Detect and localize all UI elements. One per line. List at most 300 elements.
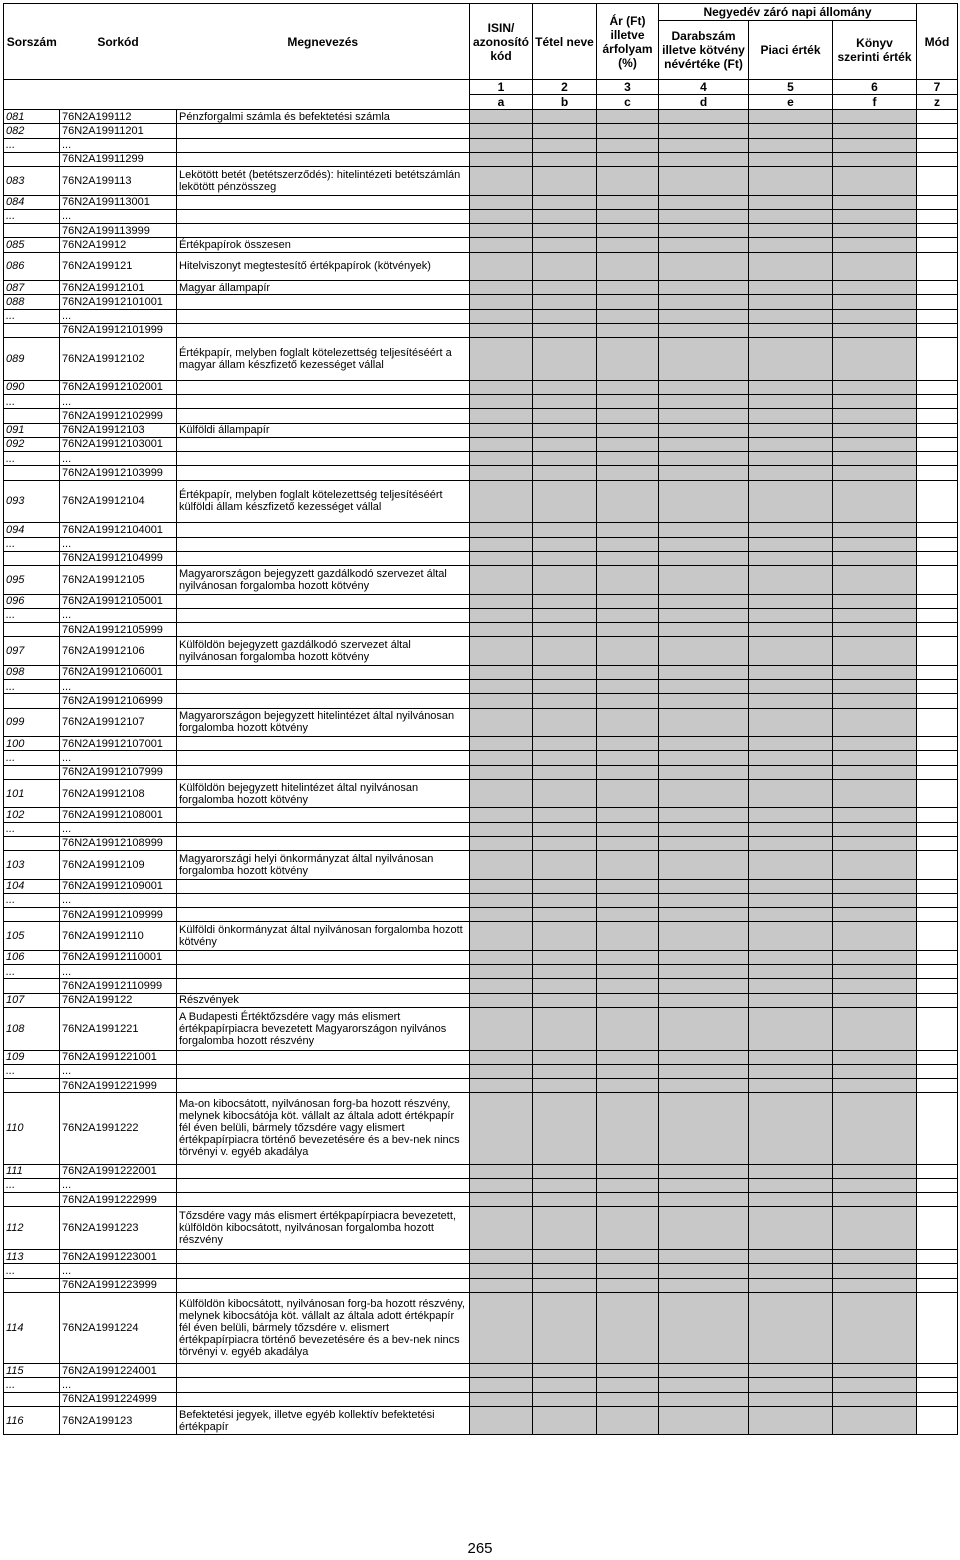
data-cell[interactable] [470, 594, 533, 608]
data-cell[interactable] [833, 224, 917, 238]
data-cell[interactable] [533, 779, 597, 808]
data-cell[interactable] [533, 409, 597, 423]
data-cell[interactable] [917, 908, 958, 922]
data-cell[interactable] [533, 836, 597, 850]
data-cell[interactable] [749, 993, 833, 1007]
data-cell[interactable] [597, 1093, 659, 1164]
data-cell[interactable] [917, 224, 958, 238]
data-cell[interactable] [597, 395, 659, 409]
data-cell[interactable] [917, 437, 958, 451]
data-cell[interactable] [917, 1392, 958, 1406]
data-cell[interactable] [917, 152, 958, 166]
data-cell[interactable] [833, 1050, 917, 1064]
data-cell[interactable] [749, 1079, 833, 1093]
data-cell[interactable] [833, 124, 917, 138]
data-cell[interactable] [833, 423, 917, 437]
data-cell[interactable] [597, 708, 659, 737]
data-cell[interactable] [659, 466, 749, 480]
data-cell[interactable] [533, 152, 597, 166]
data-cell[interactable] [533, 1178, 597, 1192]
data-cell[interactable] [659, 195, 749, 209]
data-cell[interactable] [659, 822, 749, 836]
data-cell[interactable] [533, 965, 597, 979]
data-cell[interactable] [749, 922, 833, 951]
data-cell[interactable] [659, 1079, 749, 1093]
data-cell[interactable] [749, 1193, 833, 1207]
data-cell[interactable] [533, 1364, 597, 1378]
data-cell[interactable] [533, 167, 597, 196]
data-cell[interactable] [470, 537, 533, 551]
data-cell[interactable] [533, 1064, 597, 1078]
data-cell[interactable] [597, 566, 659, 595]
data-cell[interactable] [917, 537, 958, 551]
data-cell[interactable] [597, 295, 659, 309]
data-cell[interactable] [659, 665, 749, 679]
data-cell[interactable] [749, 1050, 833, 1064]
data-cell[interactable] [597, 380, 659, 394]
data-cell[interactable] [597, 1292, 659, 1363]
data-cell[interactable] [533, 1007, 597, 1050]
data-cell[interactable] [533, 523, 597, 537]
data-cell[interactable] [833, 1406, 917, 1435]
data-cell[interactable] [749, 281, 833, 295]
data-cell[interactable] [597, 922, 659, 951]
data-cell[interactable] [597, 238, 659, 252]
data-cell[interactable] [833, 1079, 917, 1093]
data-cell[interactable] [470, 124, 533, 138]
data-cell[interactable] [533, 708, 597, 737]
data-cell[interactable] [470, 623, 533, 637]
data-cell[interactable] [917, 1292, 958, 1363]
data-cell[interactable] [533, 623, 597, 637]
data-cell[interactable] [597, 1378, 659, 1392]
data-cell[interactable] [470, 167, 533, 196]
data-cell[interactable] [833, 1064, 917, 1078]
data-cell[interactable] [470, 437, 533, 451]
data-cell[interactable] [917, 523, 958, 537]
data-cell[interactable] [470, 950, 533, 964]
data-cell[interactable] [917, 338, 958, 381]
data-cell[interactable] [833, 195, 917, 209]
data-cell[interactable] [470, 1378, 533, 1392]
data-cell[interactable] [749, 1292, 833, 1363]
data-cell[interactable] [917, 993, 958, 1007]
data-cell[interactable] [749, 737, 833, 751]
data-cell[interactable] [833, 466, 917, 480]
data-cell[interactable] [749, 480, 833, 523]
data-cell[interactable] [659, 281, 749, 295]
data-cell[interactable] [749, 437, 833, 451]
data-cell[interactable] [659, 908, 749, 922]
data-cell[interactable] [597, 224, 659, 238]
data-cell[interactable] [833, 238, 917, 252]
data-cell[interactable] [833, 281, 917, 295]
data-cell[interactable] [833, 708, 917, 737]
data-cell[interactable] [597, 779, 659, 808]
data-cell[interactable] [833, 779, 917, 808]
data-cell[interactable] [597, 993, 659, 1007]
data-cell[interactable] [597, 138, 659, 152]
data-cell[interactable] [659, 167, 749, 196]
data-cell[interactable] [470, 224, 533, 238]
data-cell[interactable] [533, 1093, 597, 1164]
data-cell[interactable] [597, 1364, 659, 1378]
data-cell[interactable] [533, 908, 597, 922]
data-cell[interactable] [597, 908, 659, 922]
data-cell[interactable] [533, 551, 597, 565]
data-cell[interactable] [597, 209, 659, 223]
data-cell[interactable] [749, 765, 833, 779]
data-cell[interactable] [470, 1207, 533, 1250]
data-cell[interactable] [659, 380, 749, 394]
data-cell[interactable] [917, 124, 958, 138]
data-cell[interactable] [749, 836, 833, 850]
data-cell[interactable] [470, 195, 533, 209]
data-cell[interactable] [659, 209, 749, 223]
data-cell[interactable] [749, 409, 833, 423]
data-cell[interactable] [470, 737, 533, 751]
data-cell[interactable] [749, 637, 833, 666]
data-cell[interactable] [597, 537, 659, 551]
data-cell[interactable] [833, 1178, 917, 1192]
data-cell[interactable] [749, 751, 833, 765]
data-cell[interactable] [749, 808, 833, 822]
data-cell[interactable] [470, 1364, 533, 1378]
data-cell[interactable] [749, 1378, 833, 1392]
data-cell[interactable] [597, 1250, 659, 1264]
data-cell[interactable] [659, 893, 749, 907]
data-cell[interactable] [917, 608, 958, 622]
data-cell[interactable] [833, 1164, 917, 1178]
data-cell[interactable] [597, 480, 659, 523]
data-cell[interactable] [470, 395, 533, 409]
data-cell[interactable] [659, 1364, 749, 1378]
data-cell[interactable] [749, 423, 833, 437]
data-cell[interactable] [659, 1007, 749, 1050]
data-cell[interactable] [833, 1392, 917, 1406]
data-cell[interactable] [833, 551, 917, 565]
data-cell[interactable] [470, 979, 533, 993]
data-cell[interactable] [833, 480, 917, 523]
data-cell[interactable] [659, 238, 749, 252]
data-cell[interactable] [470, 908, 533, 922]
data-cell[interactable] [749, 680, 833, 694]
data-cell[interactable] [917, 979, 958, 993]
data-cell[interactable] [659, 537, 749, 551]
data-cell[interactable] [749, 1007, 833, 1050]
data-cell[interactable] [533, 452, 597, 466]
data-cell[interactable] [659, 110, 749, 124]
data-cell[interactable] [659, 523, 749, 537]
data-cell[interactable] [470, 409, 533, 423]
data-cell[interactable] [749, 224, 833, 238]
data-cell[interactable] [533, 295, 597, 309]
data-cell[interactable] [533, 594, 597, 608]
data-cell[interactable] [833, 965, 917, 979]
data-cell[interactable] [659, 138, 749, 152]
data-cell[interactable] [917, 323, 958, 337]
data-cell[interactable] [749, 1164, 833, 1178]
data-cell[interactable] [470, 295, 533, 309]
data-cell[interactable] [659, 808, 749, 822]
data-cell[interactable] [749, 665, 833, 679]
data-cell[interactable] [533, 851, 597, 880]
data-cell[interactable] [659, 1207, 749, 1250]
data-cell[interactable] [749, 1392, 833, 1406]
data-cell[interactable] [917, 380, 958, 394]
data-cell[interactable] [659, 1193, 749, 1207]
data-cell[interactable] [917, 665, 958, 679]
data-cell[interactable] [470, 665, 533, 679]
data-cell[interactable] [533, 993, 597, 1007]
data-cell[interactable] [597, 879, 659, 893]
data-cell[interactable] [917, 594, 958, 608]
data-cell[interactable] [533, 1250, 597, 1264]
data-cell[interactable] [749, 238, 833, 252]
data-cell[interactable] [917, 879, 958, 893]
data-cell[interactable] [597, 437, 659, 451]
data-cell[interactable] [749, 1178, 833, 1192]
data-cell[interactable] [749, 893, 833, 907]
data-cell[interactable] [749, 1278, 833, 1292]
data-cell[interactable] [917, 623, 958, 637]
data-cell[interactable] [749, 195, 833, 209]
data-cell[interactable] [917, 1079, 958, 1093]
data-cell[interactable] [597, 323, 659, 337]
data-cell[interactable] [917, 209, 958, 223]
data-cell[interactable] [833, 737, 917, 751]
data-cell[interactable] [749, 1250, 833, 1264]
data-cell[interactable] [749, 551, 833, 565]
data-cell[interactable] [749, 110, 833, 124]
data-cell[interactable] [533, 1264, 597, 1278]
data-cell[interactable] [533, 879, 597, 893]
data-cell[interactable] [597, 252, 659, 281]
data-cell[interactable] [470, 209, 533, 223]
data-cell[interactable] [533, 395, 597, 409]
data-cell[interactable] [749, 309, 833, 323]
data-cell[interactable] [917, 694, 958, 708]
data-cell[interactable] [917, 480, 958, 523]
data-cell[interactable] [470, 380, 533, 394]
data-cell[interactable] [533, 1378, 597, 1392]
data-cell[interactable] [533, 1164, 597, 1178]
data-cell[interactable] [659, 950, 749, 964]
data-cell[interactable] [470, 551, 533, 565]
data-cell[interactable] [470, 708, 533, 737]
data-cell[interactable] [749, 138, 833, 152]
data-cell[interactable] [470, 338, 533, 381]
data-cell[interactable] [917, 822, 958, 836]
data-cell[interactable] [833, 993, 917, 1007]
data-cell[interactable] [659, 1064, 749, 1078]
data-cell[interactable] [749, 694, 833, 708]
data-cell[interactable] [917, 836, 958, 850]
data-cell[interactable] [659, 979, 749, 993]
data-cell[interactable] [597, 608, 659, 622]
data-cell[interactable] [659, 1250, 749, 1264]
data-cell[interactable] [659, 1178, 749, 1192]
data-cell[interactable] [749, 152, 833, 166]
data-cell[interactable] [833, 1193, 917, 1207]
data-cell[interactable] [470, 1178, 533, 1192]
data-cell[interactable] [659, 680, 749, 694]
data-cell[interactable] [470, 779, 533, 808]
data-cell[interactable] [597, 965, 659, 979]
data-cell[interactable] [917, 295, 958, 309]
data-cell[interactable] [470, 1007, 533, 1050]
data-cell[interactable] [597, 694, 659, 708]
data-cell[interactable] [749, 1064, 833, 1078]
data-cell[interactable] [917, 238, 958, 252]
data-cell[interactable] [833, 380, 917, 394]
data-cell[interactable] [833, 822, 917, 836]
data-cell[interactable] [597, 836, 659, 850]
data-cell[interactable] [833, 252, 917, 281]
data-cell[interactable] [597, 1406, 659, 1435]
data-cell[interactable] [533, 480, 597, 523]
data-cell[interactable] [749, 252, 833, 281]
data-cell[interactable] [833, 1278, 917, 1292]
data-cell[interactable] [470, 893, 533, 907]
data-cell[interactable] [659, 1164, 749, 1178]
data-cell[interactable] [749, 822, 833, 836]
data-cell[interactable] [833, 1378, 917, 1392]
data-cell[interactable] [749, 523, 833, 537]
data-cell[interactable] [470, 309, 533, 323]
data-cell[interactable] [470, 1406, 533, 1435]
data-cell[interactable] [470, 836, 533, 850]
data-cell[interactable] [917, 395, 958, 409]
data-cell[interactable] [659, 965, 749, 979]
data-cell[interactable] [597, 1164, 659, 1178]
data-cell[interactable] [659, 1406, 749, 1435]
data-cell[interactable] [470, 238, 533, 252]
data-cell[interactable] [749, 209, 833, 223]
data-cell[interactable] [533, 309, 597, 323]
data-cell[interactable] [597, 152, 659, 166]
data-cell[interactable] [597, 1193, 659, 1207]
data-cell[interactable] [533, 537, 597, 551]
data-cell[interactable] [470, 1193, 533, 1207]
data-cell[interactable] [470, 452, 533, 466]
data-cell[interactable] [597, 167, 659, 196]
data-cell[interactable] [659, 1378, 749, 1392]
data-cell[interactable] [749, 779, 833, 808]
data-cell[interactable] [533, 1278, 597, 1292]
data-cell[interactable] [597, 1264, 659, 1278]
data-cell[interactable] [917, 409, 958, 423]
data-cell[interactable] [470, 822, 533, 836]
data-cell[interactable] [833, 209, 917, 223]
data-cell[interactable] [917, 765, 958, 779]
data-cell[interactable] [470, 922, 533, 951]
data-cell[interactable] [470, 480, 533, 523]
data-cell[interactable] [833, 295, 917, 309]
data-cell[interactable] [833, 309, 917, 323]
data-cell[interactable] [470, 110, 533, 124]
data-cell[interactable] [833, 437, 917, 451]
data-cell[interactable] [533, 608, 597, 622]
data-cell[interactable] [833, 1207, 917, 1250]
data-cell[interactable] [597, 338, 659, 381]
data-cell[interactable] [470, 1079, 533, 1093]
data-cell[interactable] [597, 808, 659, 822]
data-cell[interactable] [749, 338, 833, 381]
data-cell[interactable] [749, 537, 833, 551]
data-cell[interactable] [917, 779, 958, 808]
data-cell[interactable] [470, 765, 533, 779]
data-cell[interactable] [659, 152, 749, 166]
data-cell[interactable] [470, 751, 533, 765]
data-cell[interactable] [833, 979, 917, 993]
data-cell[interactable] [597, 281, 659, 295]
data-cell[interactable] [533, 1050, 597, 1064]
data-cell[interactable] [597, 309, 659, 323]
data-cell[interactable] [597, 1178, 659, 1192]
data-cell[interactable] [917, 252, 958, 281]
data-cell[interactable] [533, 680, 597, 694]
data-cell[interactable] [659, 252, 749, 281]
data-cell[interactable] [917, 195, 958, 209]
data-cell[interactable] [917, 1093, 958, 1164]
data-cell[interactable] [917, 452, 958, 466]
data-cell[interactable] [659, 623, 749, 637]
data-cell[interactable] [917, 680, 958, 694]
data-cell[interactable] [833, 167, 917, 196]
data-cell[interactable] [533, 138, 597, 152]
data-cell[interactable] [597, 195, 659, 209]
data-cell[interactable] [597, 466, 659, 480]
data-cell[interactable] [470, 608, 533, 622]
data-cell[interactable] [833, 851, 917, 880]
data-cell[interactable] [833, 110, 917, 124]
data-cell[interactable] [833, 409, 917, 423]
data-cell[interactable] [470, 1050, 533, 1064]
data-cell[interactable] [917, 1207, 958, 1250]
data-cell[interactable] [917, 922, 958, 951]
data-cell[interactable] [533, 1207, 597, 1250]
data-cell[interactable] [833, 1264, 917, 1278]
data-cell[interactable] [833, 637, 917, 666]
data-cell[interactable] [533, 1193, 597, 1207]
data-cell[interactable] [659, 879, 749, 893]
data-cell[interactable] [597, 1207, 659, 1250]
data-cell[interactable] [833, 138, 917, 152]
data-cell[interactable] [470, 281, 533, 295]
data-cell[interactable] [833, 1093, 917, 1164]
data-cell[interactable] [533, 281, 597, 295]
data-cell[interactable] [597, 423, 659, 437]
data-cell[interactable] [470, 1264, 533, 1278]
data-cell[interactable] [659, 1093, 749, 1164]
data-cell[interactable] [833, 922, 917, 951]
data-cell[interactable] [833, 1250, 917, 1264]
data-cell[interactable] [597, 1278, 659, 1292]
data-cell[interactable] [470, 152, 533, 166]
data-cell[interactable] [470, 1278, 533, 1292]
data-cell[interactable] [917, 309, 958, 323]
data-cell[interactable] [917, 808, 958, 822]
data-cell[interactable] [659, 637, 749, 666]
data-cell[interactable] [533, 808, 597, 822]
data-cell[interactable] [597, 680, 659, 694]
data-cell[interactable] [470, 1093, 533, 1164]
data-cell[interactable] [470, 523, 533, 537]
data-cell[interactable] [659, 851, 749, 880]
data-cell[interactable] [749, 466, 833, 480]
data-cell[interactable] [659, 309, 749, 323]
